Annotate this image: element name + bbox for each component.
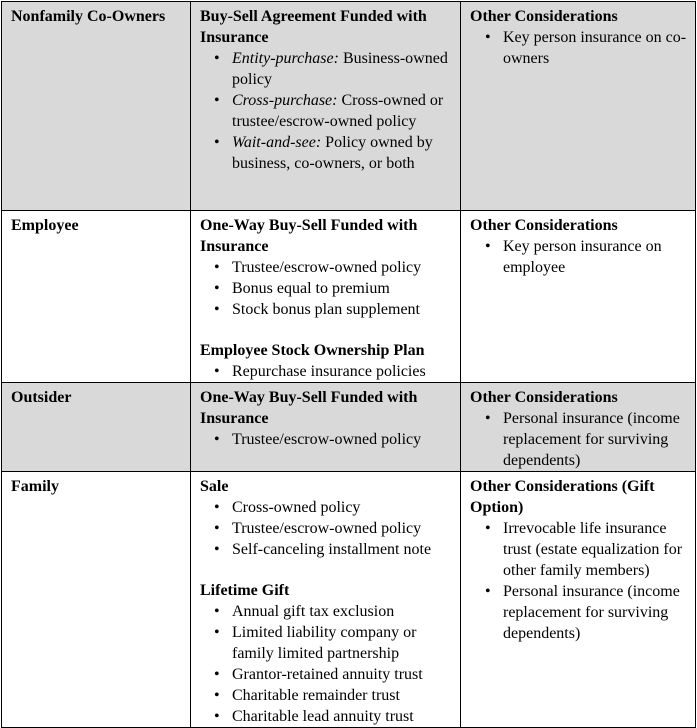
owner-cell — [2, 383, 191, 472]
plan-list-secondary — [200, 361, 454, 382]
item-text: Grantor-retained annuity trust — [232, 666, 423, 683]
bullet-icon: • — [214, 363, 220, 380]
plan-list — [200, 48, 454, 174]
bullet-icon: • — [214, 624, 220, 641]
item-text: Irrevocable life insurance trust (estate equalization for other family members) — [503, 520, 683, 579]
list-item — [200, 497, 454, 518]
item-text: Limited liability company or family limited partnership — [232, 624, 417, 662]
plan-cell — [191, 383, 461, 472]
owner-label: Employee — [11, 217, 79, 234]
plan-list — [200, 429, 454, 450]
bullet-icon: • — [214, 259, 220, 276]
list-item — [200, 518, 454, 539]
bullet-icon: • — [214, 280, 220, 297]
other-heading: Other Considerations (Gift Option) — [470, 478, 655, 516]
other-heading: Other Considerations — [470, 217, 618, 234]
item-term: Wait-and-see: — [232, 134, 322, 151]
plan-heading-secondary: Employee Stock Ownership Plan — [200, 342, 425, 359]
plan-cell — [191, 472, 461, 728]
other-list — [470, 27, 689, 69]
plan-cell — [191, 2, 461, 211]
bullet-icon: • — [214, 687, 220, 704]
plan-heading: One-Way Buy-Sell Funded with Insurance — [200, 217, 418, 255]
item-text: Cross-owned policy — [232, 499, 361, 516]
list-item — [200, 48, 454, 90]
bullet-icon: • — [214, 666, 220, 683]
plan-list — [200, 497, 454, 560]
table-row — [2, 211, 696, 383]
item-text: Trustee/escrow-owned policy — [232, 259, 422, 276]
item-text: Bonus equal to premium — [232, 280, 390, 297]
list-item — [470, 518, 689, 581]
table-row — [2, 472, 696, 728]
other-cell — [461, 2, 696, 211]
bullet-icon: • — [214, 431, 220, 448]
owner-cell — [2, 211, 191, 383]
other-heading: Other Considerations — [470, 389, 618, 406]
bullet-icon: • — [485, 29, 491, 46]
item-text: Repurchase insurance policies — [232, 363, 426, 380]
plan-heading: Sale — [200, 478, 229, 495]
item-term: Entity-purchase: — [232, 50, 339, 67]
bullet-icon: • — [214, 92, 220, 109]
owner-label: Outsider — [11, 389, 72, 406]
bullet-icon: • — [214, 50, 220, 67]
item-text: Self-canceling installment note — [232, 541, 432, 558]
list-item — [200, 601, 454, 622]
item-text: Personal insurance (income replacement for surviving dependents) — [503, 583, 680, 642]
bullet-icon: • — [485, 520, 491, 537]
list-item — [200, 278, 454, 299]
other-list — [470, 518, 689, 644]
plan-list-secondary — [200, 601, 454, 727]
item-text: Key person insurance on co-owners — [503, 29, 687, 67]
other-cell — [461, 211, 696, 383]
item-text: Annual gift tax exclusion — [232, 603, 395, 620]
item-text: Policy owned by business, co-owners, or both — [232, 134, 433, 172]
owner-label: Family — [11, 478, 59, 495]
bullet-icon: • — [214, 499, 220, 516]
list-item — [200, 361, 454, 382]
bullet-icon: • — [214, 708, 220, 725]
item-text: Key person insurance on employee — [503, 238, 662, 276]
list-item — [200, 685, 454, 706]
bullet-icon: • — [485, 238, 491, 255]
plan-cell — [191, 211, 461, 383]
other-list — [470, 236, 689, 278]
other-cell — [461, 383, 696, 472]
list-item — [200, 90, 454, 132]
table-row — [2, 383, 696, 472]
bullet-icon: • — [214, 520, 220, 537]
list-item — [470, 581, 689, 644]
item-text: Stock bonus plan supplement — [232, 301, 420, 318]
bullet-icon: • — [485, 583, 491, 600]
plan-list — [200, 257, 454, 320]
list-item — [200, 132, 454, 174]
item-text: Charitable remainder trust — [232, 687, 400, 704]
list-item — [200, 622, 454, 664]
item-text: Business-owned policy — [232, 50, 448, 88]
list-item — [200, 539, 454, 560]
item-text: Trustee/escrow-owned policy — [232, 431, 422, 448]
bullet-icon: • — [214, 603, 220, 620]
list-item — [470, 408, 689, 471]
item-text: Trustee/escrow-owned policy — [232, 520, 422, 537]
other-list — [470, 408, 689, 471]
list-item — [200, 429, 454, 450]
succession-options-table — [1, 1, 696, 728]
list-item — [200, 664, 454, 685]
table-row — [2, 2, 696, 211]
other-heading: Other Considerations — [470, 8, 618, 25]
bullet-icon: • — [214, 134, 220, 151]
plan-heading-secondary: Lifetime Gift — [200, 582, 290, 599]
list-item — [200, 706, 454, 727]
plan-heading: Buy-Sell Agreement Funded with Insurance — [200, 8, 427, 46]
list-item — [200, 299, 454, 320]
item-text: Cross-owned or trustee/escrow-owned policy — [232, 92, 444, 130]
other-cell — [461, 472, 696, 728]
plan-heading: One-Way Buy-Sell Funded with Insurance — [200, 389, 418, 427]
item-text: Charitable lead annuity trust — [232, 708, 414, 725]
bullet-icon: • — [214, 301, 220, 318]
owner-label: Nonfamily Co-Owners — [11, 8, 166, 25]
list-item — [470, 236, 689, 278]
owner-cell — [2, 472, 191, 728]
owner-cell — [2, 2, 191, 211]
bullet-icon: • — [214, 541, 220, 558]
item-term: Cross-purchase: — [232, 92, 338, 109]
list-item — [200, 257, 454, 278]
bullet-icon: • — [485, 410, 491, 427]
item-text: Personal insurance (income replacement for surviving dependents) — [503, 410, 680, 469]
list-item — [470, 27, 689, 69]
